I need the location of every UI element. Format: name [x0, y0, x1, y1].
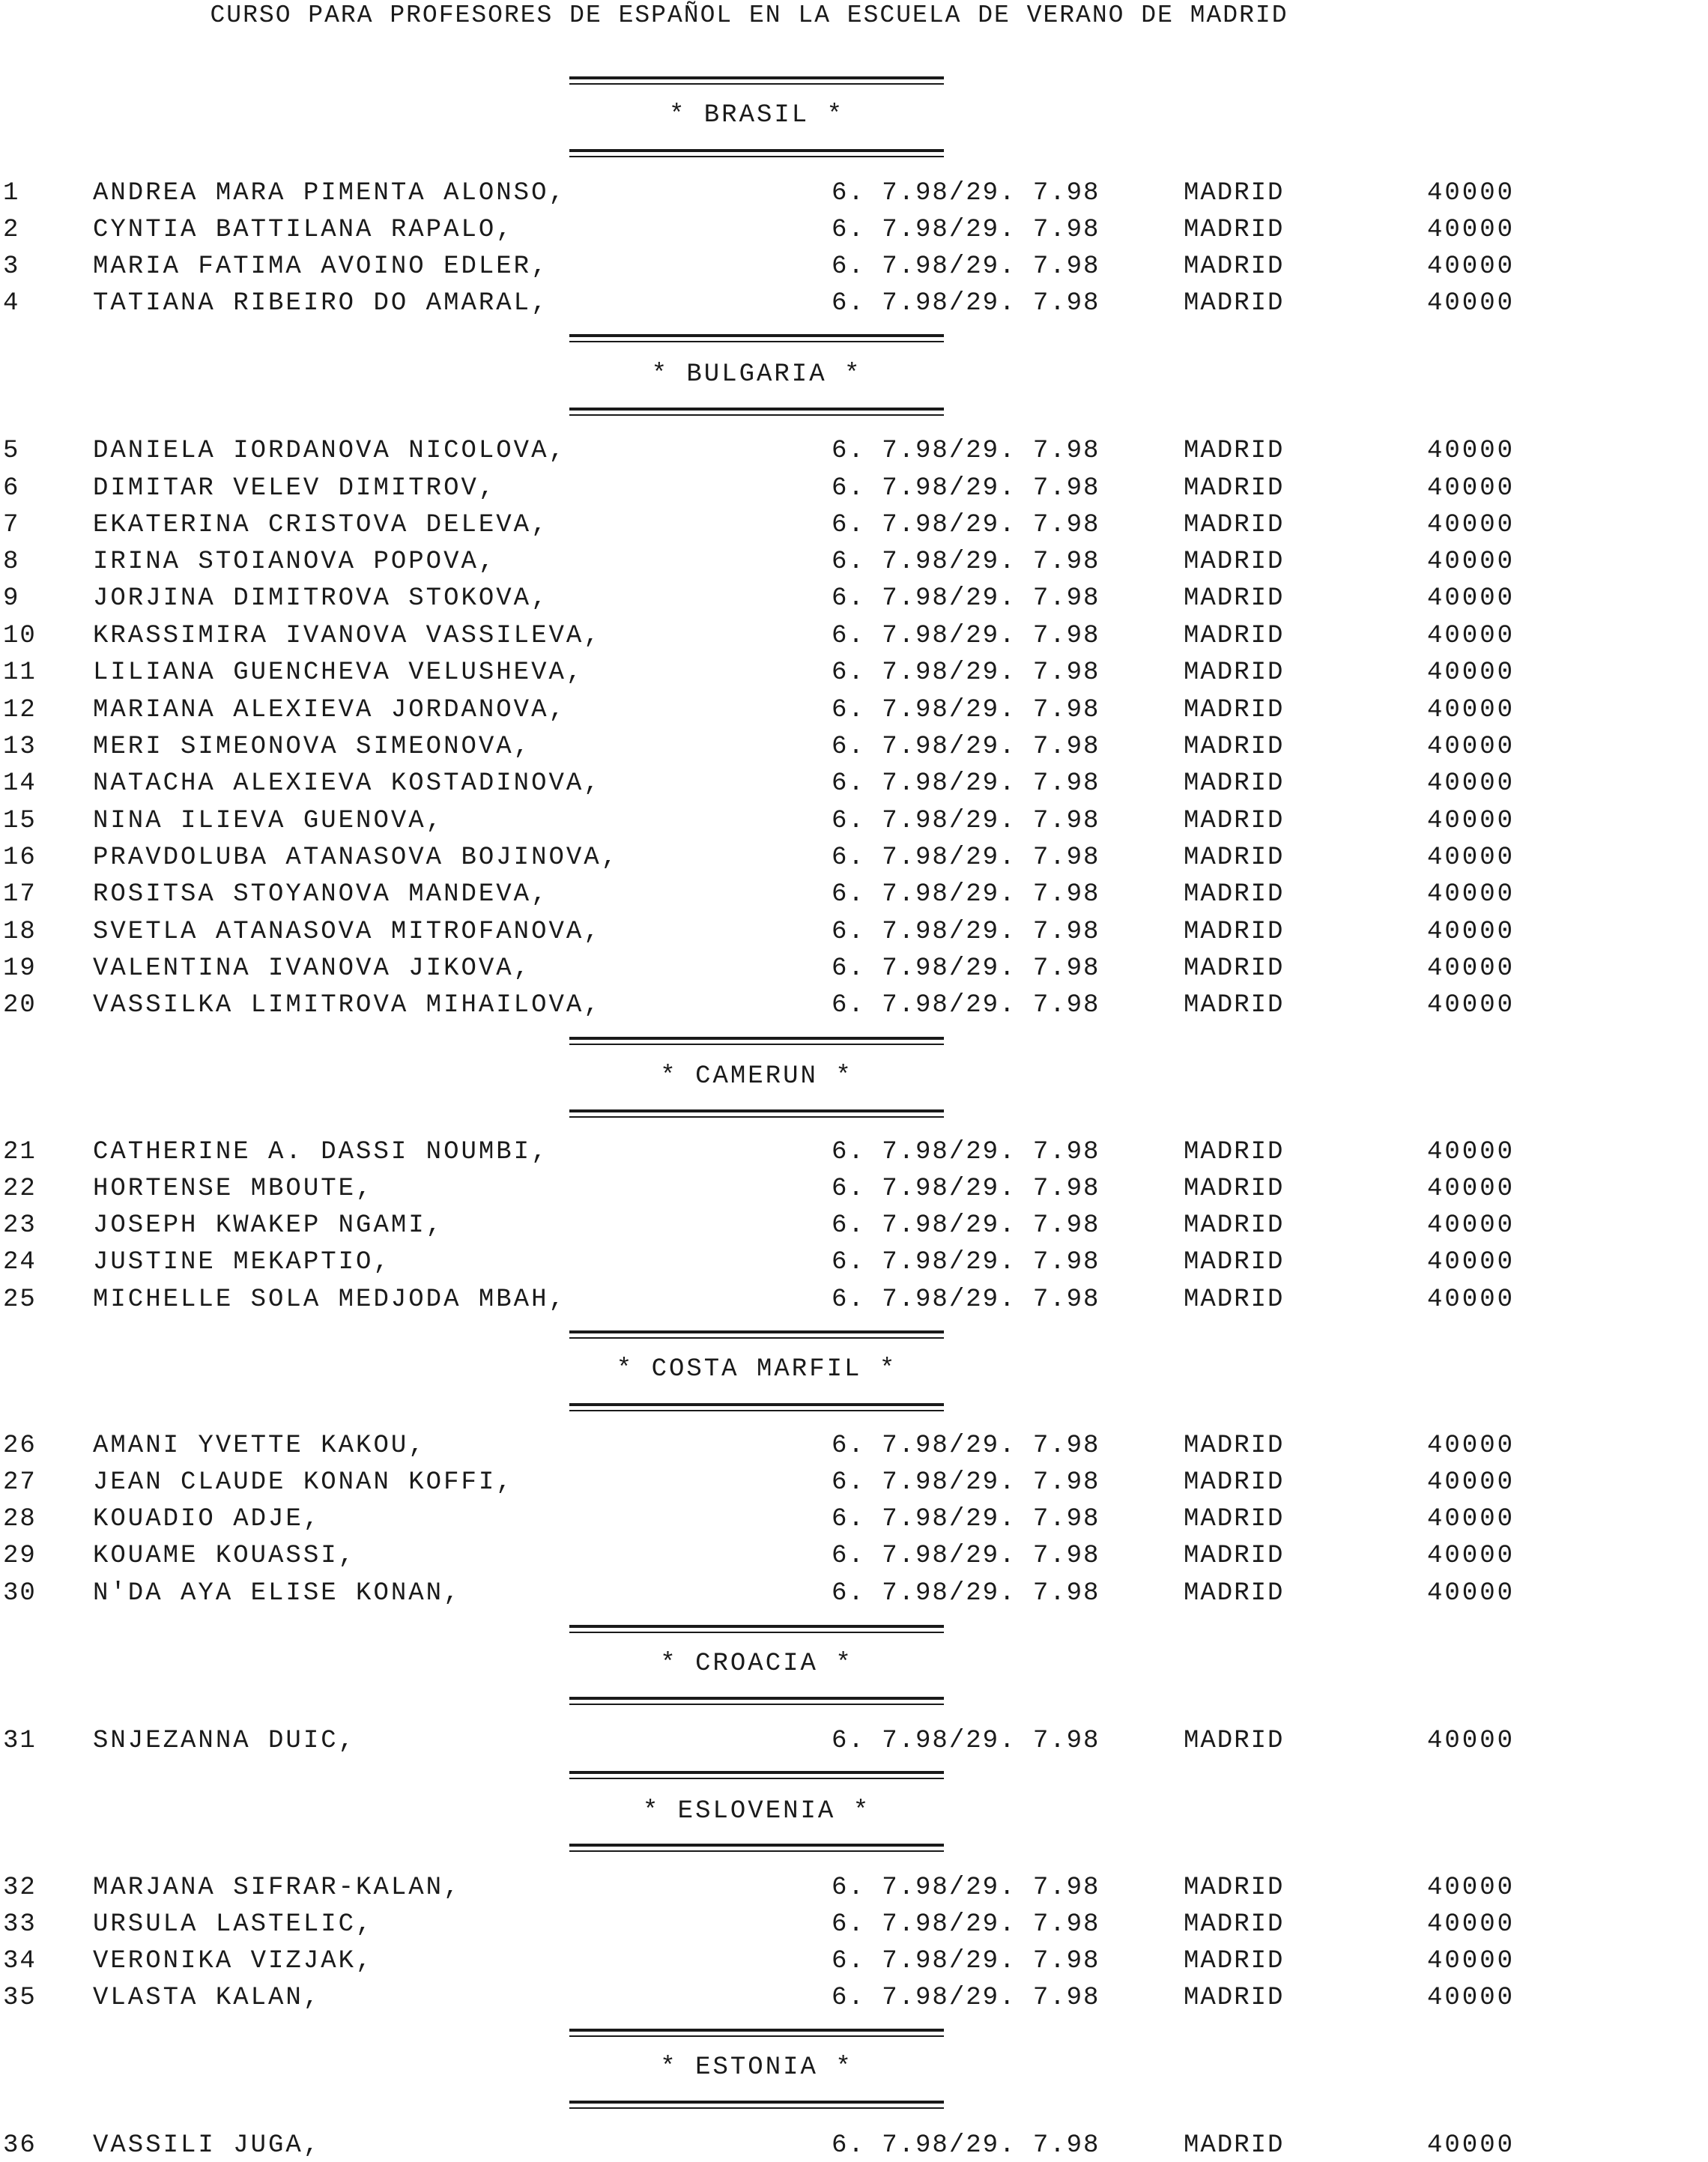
row-number: 14 — [3, 769, 37, 798]
row-number: 35 — [3, 1984, 37, 2012]
country-heading: * CAMERUN * — [660, 1062, 853, 1091]
participant-name: DANIELA IORDANOVA NICOLOVA, — [93, 437, 566, 465]
participant-name: MARJANA SIFRAR-KALAN, — [93, 1874, 461, 1902]
double-rule — [569, 408, 944, 416]
participant-name: VERONIKA VIZJAK, — [93, 1947, 374, 1975]
amount: 40000 — [1427, 807, 1515, 835]
course-dates: 6. 7.98/29. 7.98 — [832, 807, 1100, 835]
course-city: MADRID — [1184, 1175, 1285, 1203]
table-row — [0, 656, 1573, 689]
course-dates: 6. 7.98/29. 7.98 — [832, 1910, 1100, 1939]
row-number: 26 — [3, 1432, 37, 1460]
amount: 40000 — [1427, 696, 1515, 724]
table-row — [0, 1725, 1573, 1757]
table-row — [0, 250, 1573, 283]
course-city: MADRID — [1184, 991, 1285, 1020]
course-dates: 6. 7.98/29. 7.98 — [832, 474, 1100, 503]
amount: 40000 — [1427, 584, 1515, 613]
participant-name: NATACHA ALEXIEVA KOSTADINOVA, — [93, 769, 602, 798]
course-dates: 6. 7.98/29. 7.98 — [832, 880, 1100, 909]
row-number: 31 — [3, 1727, 37, 1755]
table-row — [0, 1503, 1573, 1536]
amount: 40000 — [1427, 1505, 1515, 1533]
course-city: MADRID — [1184, 1542, 1285, 1570]
table-row — [0, 620, 1573, 652]
row-number: 24 — [3, 1248, 37, 1277]
row-number: 25 — [3, 1286, 37, 1314]
row-number: 1 — [3, 179, 20, 208]
row-number: 33 — [3, 1910, 37, 1939]
row-number: 34 — [3, 1947, 37, 1975]
course-city: MADRID — [1184, 1910, 1285, 1939]
amount: 40000 — [1427, 1468, 1515, 1497]
amount: 40000 — [1427, 548, 1515, 576]
table-row — [0, 582, 1573, 615]
course-dates: 6. 7.98/29. 7.98 — [832, 1727, 1100, 1755]
course-city: MADRID — [1184, 1248, 1285, 1277]
amount: 40000 — [1427, 1874, 1515, 1902]
participant-name: URSULA LASTELIC, — [93, 1910, 374, 1939]
amount: 40000 — [1427, 179, 1515, 208]
amount: 40000 — [1427, 1910, 1515, 1939]
participant-name: SVETLA ATANASOVA MITROFANOVA, — [93, 918, 602, 946]
row-number: 18 — [3, 918, 37, 946]
participant-name: NINA ILIEVA GUENOVA, — [93, 807, 444, 835]
amount: 40000 — [1427, 1248, 1515, 1277]
participant-name: JUSTINE MEKAPTIO, — [93, 1248, 391, 1277]
row-number: 5 — [3, 437, 20, 465]
country-heading: * ESTONIA * — [660, 2053, 853, 2082]
course-city: MADRID — [1184, 289, 1285, 318]
course-dates: 6. 7.98/29. 7.98 — [832, 622, 1100, 650]
amount: 40000 — [1427, 1947, 1515, 1975]
row-number: 2 — [3, 216, 20, 244]
amount: 40000 — [1427, 252, 1515, 281]
row-number: 10 — [3, 622, 37, 650]
participant-name: KOUADIO ADJE, — [93, 1505, 321, 1533]
course-dates: 6. 7.98/29. 7.98 — [832, 216, 1100, 244]
course-city: MADRID — [1184, 622, 1285, 650]
table-row — [0, 472, 1573, 505]
table-row — [0, 1577, 1573, 1610]
course-city: MADRID — [1184, 2131, 1285, 2160]
amount: 40000 — [1427, 918, 1515, 946]
participant-name: KRASSIMIRA IVANOVA VASSILEVA, — [93, 622, 602, 650]
table-row — [0, 989, 1573, 1022]
amount: 40000 — [1427, 437, 1515, 465]
course-dates: 6. 7.98/29. 7.98 — [832, 1984, 1100, 2012]
country-heading: * CROACIA * — [660, 1650, 853, 1678]
course-city: MADRID — [1184, 844, 1285, 872]
course-dates: 6. 7.98/29. 7.98 — [832, 179, 1100, 208]
table-row — [0, 767, 1573, 800]
course-dates: 6. 7.98/29. 7.98 — [832, 696, 1100, 724]
course-dates: 6. 7.98/29. 7.98 — [832, 658, 1100, 687]
row-number: 13 — [3, 733, 37, 761]
amount: 40000 — [1427, 1286, 1515, 1314]
participant-name: MARIANA ALEXIEVA JORDANOVA, — [93, 696, 566, 724]
course-dates: 6. 7.98/29. 7.98 — [832, 1138, 1100, 1166]
course-city: MADRID — [1184, 437, 1285, 465]
amount: 40000 — [1427, 733, 1515, 761]
participant-name: JOSEPH KWAKEP NGAMI, — [93, 1211, 444, 1240]
row-number: 36 — [3, 2131, 37, 2160]
row-number: 32 — [3, 1874, 37, 1902]
double-rule — [569, 1844, 944, 1852]
course-city: MADRID — [1184, 1468, 1285, 1497]
course-city: MADRID — [1184, 769, 1285, 798]
double-rule — [569, 1697, 944, 1705]
row-number: 4 — [3, 289, 20, 318]
participant-name: SNJEZANNA DUIC, — [93, 1727, 357, 1755]
amount: 40000 — [1427, 1542, 1515, 1570]
course-city: MADRID — [1184, 216, 1285, 244]
participant-name: CYNTIA BATTILANA RAPALO, — [93, 216, 514, 244]
table-row — [0, 287, 1573, 320]
course-city: MADRID — [1184, 548, 1285, 576]
row-number: 16 — [3, 844, 37, 872]
amount: 40000 — [1427, 622, 1515, 650]
participant-name: EKATERINA CRISTOVA DELEVA, — [93, 511, 549, 539]
amount: 40000 — [1427, 289, 1515, 318]
country-heading: * BULGARIA * — [651, 360, 862, 389]
course-city: MADRID — [1184, 1138, 1285, 1166]
table-row — [0, 1981, 1573, 2014]
row-number: 12 — [3, 696, 37, 724]
participant-name: ROSITSA STOYANOVA MANDEVA, — [93, 880, 549, 909]
table-row — [0, 878, 1573, 911]
participant-name: MERI SIMEONOVA SIMEONOVA, — [93, 733, 532, 761]
course-dates: 6. 7.98/29. 7.98 — [832, 548, 1100, 576]
participant-name: CATHERINE A. DASSI NOUMBI, — [93, 1138, 549, 1166]
amount: 40000 — [1427, 769, 1515, 798]
country-heading: * BRASIL * — [668, 101, 845, 130]
course-dates: 6. 7.98/29. 7.98 — [832, 1468, 1100, 1497]
course-dates: 6. 7.98/29. 7.98 — [832, 1579, 1100, 1608]
table-row — [0, 952, 1573, 985]
course-dates: 6. 7.98/29. 7.98 — [832, 2131, 1100, 2160]
participant-name: AMANI YVETTE KAKOU, — [93, 1432, 426, 1460]
row-number: 17 — [3, 880, 37, 909]
double-rule — [569, 2029, 944, 2037]
participant-name: VALENTINA IVANOVA JIKOVA, — [93, 954, 532, 983]
amount: 40000 — [1427, 1432, 1515, 1460]
row-number: 21 — [3, 1138, 37, 1166]
amount: 40000 — [1427, 1138, 1515, 1166]
amount: 40000 — [1427, 1727, 1515, 1755]
course-dates: 6. 7.98/29. 7.98 — [832, 1432, 1100, 1460]
participant-name: HORTENSE MBOUTE, — [93, 1175, 374, 1203]
row-number: 28 — [3, 1505, 37, 1533]
course-dates: 6. 7.98/29. 7.98 — [832, 918, 1100, 946]
table-row — [0, 1945, 1573, 1978]
row-number: 20 — [3, 991, 37, 1020]
row-number: 8 — [3, 548, 20, 576]
course-dates: 6. 7.98/29. 7.98 — [832, 1248, 1100, 1277]
course-city: MADRID — [1184, 807, 1285, 835]
table-row — [0, 915, 1573, 948]
row-number: 19 — [3, 954, 37, 983]
participant-name: VLASTA KALAN, — [93, 1984, 321, 2012]
amount: 40000 — [1427, 511, 1515, 539]
course-dates: 6. 7.98/29. 7.98 — [832, 1175, 1100, 1203]
row-number: 23 — [3, 1211, 37, 1240]
row-number: 11 — [3, 658, 37, 687]
table-row — [0, 509, 1573, 542]
course-city: MADRID — [1184, 1947, 1285, 1975]
table-row — [0, 177, 1573, 210]
amount: 40000 — [1427, 658, 1515, 687]
participant-name: PRAVDOLUBA ATANASOVA BOJINOVA, — [93, 844, 620, 872]
participant-name: VASSILKA LIMITROVA MIHAILOVA, — [93, 991, 602, 1020]
table-row — [0, 1539, 1573, 1572]
course-city: MADRID — [1184, 474, 1285, 503]
country-heading: * COSTA MARFIL * — [616, 1355, 897, 1384]
amount: 40000 — [1427, 1175, 1515, 1203]
row-number: 9 — [3, 584, 20, 613]
table-row — [0, 1871, 1573, 1904]
row-number: 3 — [3, 252, 20, 281]
participant-name: JEAN CLAUDE KONAN KOFFI, — [93, 1468, 514, 1497]
table-row — [0, 1136, 1573, 1169]
row-number: 7 — [3, 511, 20, 539]
course-dates: 6. 7.98/29. 7.98 — [832, 584, 1100, 613]
course-dates: 6. 7.98/29. 7.98 — [832, 1286, 1100, 1314]
table-row — [0, 2129, 1573, 2162]
amount: 40000 — [1427, 954, 1515, 983]
course-dates: 6. 7.98/29. 7.98 — [832, 511, 1100, 539]
table-row — [0, 434, 1573, 467]
course-city: MADRID — [1184, 1874, 1285, 1902]
participant-name: VASSILI JUGA, — [93, 2131, 321, 2160]
table-row — [0, 1908, 1573, 1941]
double-rule — [569, 334, 944, 342]
row-number: 27 — [3, 1468, 37, 1497]
participant-name: LILIANA GUENCHEVA VELUSHEVA, — [93, 658, 584, 687]
course-city: MADRID — [1184, 954, 1285, 983]
course-city: MADRID — [1184, 252, 1285, 281]
country-heading: * ESLOVENIA * — [642, 1797, 871, 1826]
course-dates: 6. 7.98/29. 7.98 — [832, 252, 1100, 281]
table-row — [0, 214, 1573, 246]
double-rule — [569, 1037, 944, 1045]
participant-name: DIMITAR VELEV DIMITROV, — [93, 474, 497, 503]
course-dates: 6. 7.98/29. 7.98 — [832, 1542, 1100, 1570]
course-dates: 6. 7.98/29. 7.98 — [832, 289, 1100, 318]
participant-name: ANDREA MARA PIMENTA ALONSO, — [93, 179, 566, 208]
double-rule — [569, 1771, 944, 1779]
course-city: MADRID — [1184, 696, 1285, 724]
course-dates: 6. 7.98/29. 7.98 — [832, 437, 1100, 465]
table-row — [0, 1246, 1573, 1279]
course-city: MADRID — [1184, 880, 1285, 909]
amount: 40000 — [1427, 880, 1515, 909]
double-rule — [569, 1109, 944, 1118]
course-dates: 6. 7.98/29. 7.98 — [832, 954, 1100, 983]
participant-name: IRINA STOIANOVA POPOVA, — [93, 548, 497, 576]
row-number: 15 — [3, 807, 37, 835]
table-row — [0, 841, 1573, 874]
course-city: MADRID — [1184, 1579, 1285, 1608]
table-row — [0, 805, 1573, 838]
course-dates: 6. 7.98/29. 7.98 — [832, 1874, 1100, 1902]
row-number: 29 — [3, 1542, 37, 1570]
course-city: MADRID — [1184, 1432, 1285, 1460]
double-rule — [569, 1330, 944, 1339]
amount: 40000 — [1427, 216, 1515, 244]
amount: 40000 — [1427, 991, 1515, 1020]
participant-name: N'DA AYA ELISE KONAN, — [93, 1579, 461, 1608]
double-rule — [569, 76, 944, 85]
course-dates: 6. 7.98/29. 7.98 — [832, 733, 1100, 761]
table-row — [0, 545, 1573, 578]
participant-name: KOUAME KOUASSI, — [93, 1542, 357, 1570]
table-row — [0, 1466, 1573, 1499]
course-dates: 6. 7.98/29. 7.98 — [832, 769, 1100, 798]
amount: 40000 — [1427, 844, 1515, 872]
course-dates: 6. 7.98/29. 7.98 — [832, 844, 1100, 872]
amount: 40000 — [1427, 1579, 1515, 1608]
course-city: MADRID — [1184, 733, 1285, 761]
course-city: MADRID — [1184, 1505, 1285, 1533]
course-city: MADRID — [1184, 918, 1285, 946]
table-row — [0, 1283, 1573, 1316]
course-city: MADRID — [1184, 511, 1285, 539]
table-row — [0, 730, 1573, 763]
course-dates: 6. 7.98/29. 7.98 — [832, 1505, 1100, 1533]
table-row — [0, 694, 1573, 727]
course-dates: 6. 7.98/29. 7.98 — [832, 1211, 1100, 1240]
course-dates: 6. 7.98/29. 7.98 — [832, 1947, 1100, 1975]
amount: 40000 — [1427, 1984, 1515, 2012]
row-number: 6 — [3, 474, 20, 503]
course-city: MADRID — [1184, 1727, 1285, 1755]
amount: 40000 — [1427, 2131, 1515, 2160]
amount: 40000 — [1427, 474, 1515, 503]
course-city: MADRID — [1184, 584, 1285, 613]
row-number: 22 — [3, 1175, 37, 1203]
participant-name: JORJINA DIMITROVA STOKOVA, — [93, 584, 549, 613]
course-city: MADRID — [1184, 1286, 1285, 1314]
participant-name: TATIANA RIBEIRO DO AMARAL, — [93, 289, 549, 318]
double-rule — [569, 2101, 944, 2109]
table-row — [0, 1172, 1573, 1205]
course-city: MADRID — [1184, 658, 1285, 687]
double-rule — [569, 1625, 944, 1633]
document-title: CURSO PARA PROFESORES DE ESPAÑOL EN LA ESCUELA DE VERANO DE MADRID — [210, 1, 1288, 29]
double-rule — [569, 149, 944, 157]
double-rule — [569, 1403, 944, 1411]
course-dates: 6. 7.98/29. 7.98 — [832, 991, 1100, 1020]
table-row — [0, 1209, 1573, 1242]
participant-name: MICHELLE SOLA MEDJODA MBAH, — [93, 1286, 566, 1314]
amount: 40000 — [1427, 1211, 1515, 1240]
row-number: 30 — [3, 1579, 37, 1608]
course-city: MADRID — [1184, 1211, 1285, 1240]
participant-name: MARIA FATIMA AVOINO EDLER, — [93, 252, 549, 281]
course-city: MADRID — [1184, 1984, 1285, 2012]
course-city: MADRID — [1184, 179, 1285, 208]
table-row — [0, 1429, 1573, 1462]
